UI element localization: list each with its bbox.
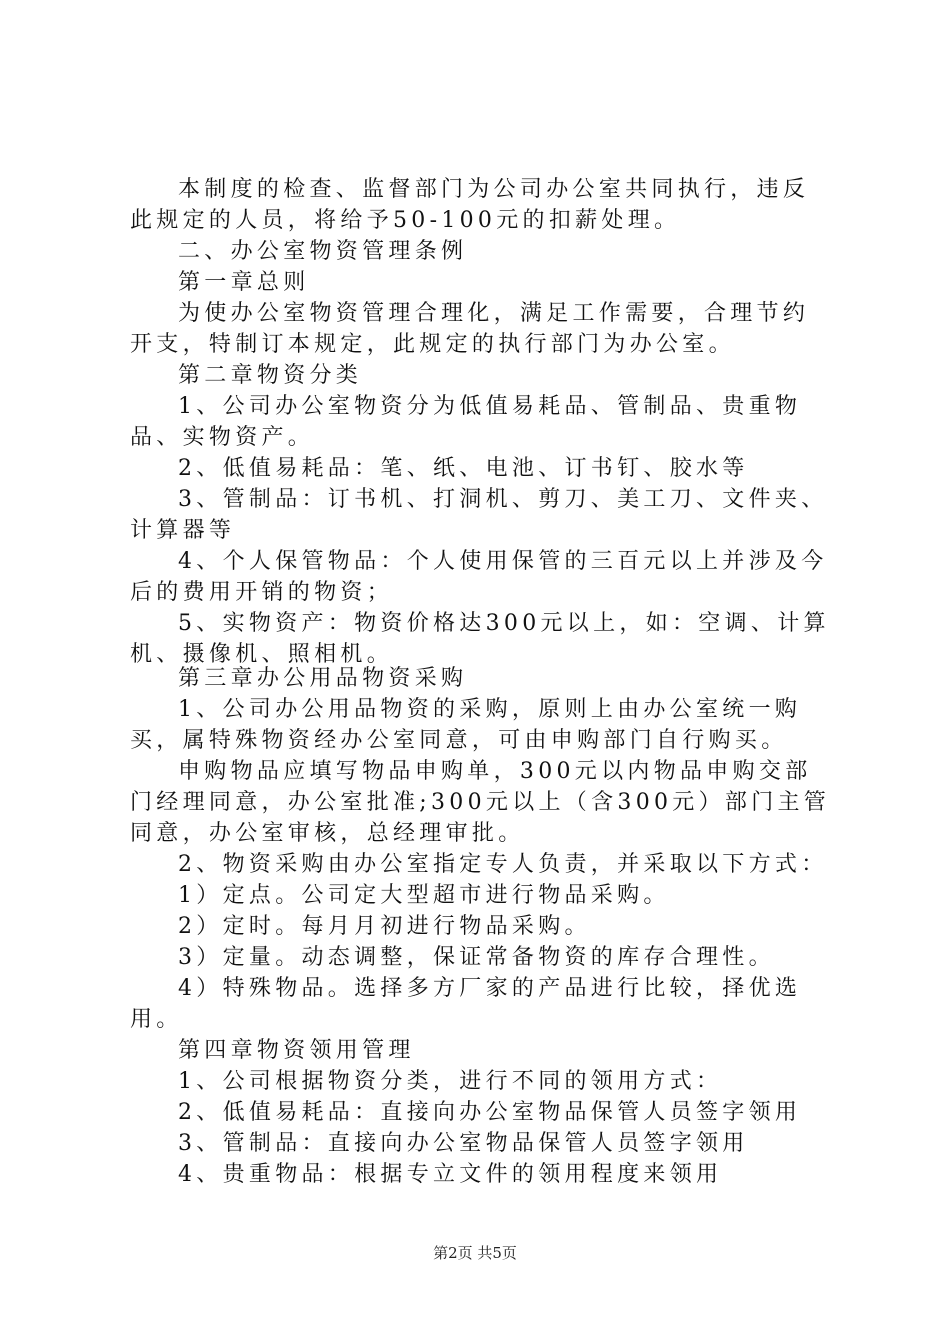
list-item-classification-3: 3、管制品：订书机、打洞机、剪刀、美工刀、文件夹、计算器等 [130,487,828,543]
list-item-classification-4: 4、个人保管物品：个人使用保管的三百元以上并涉及今后的费用开销的物资； [130,549,828,605]
list-item-method-1: 1）定点。公司定大型超市进行物品采购。 [178,883,670,908]
list-item-usage-1: 1、公司根据物资分类，进行不同的领用方式： [178,1069,723,1094]
list-item-classification-1: 1、公司办公室物资分为低值易耗品、管制品、贵重物品、实物资产。 [130,394,802,450]
list-item-usage-4: 4、贵重物品：根据专立文件的领用程度来领用 [178,1162,723,1187]
list-item-usage-3: 3、管制品：直接向办公室物品保管人员签字领用 [178,1131,749,1156]
list-item-method-2: 2）定时。每月月初进行物品采购。 [178,914,591,939]
paragraph-purpose: 为使办公室物资管理合理化，满足工作需要，合理节约开支，特制订本规定，此规定的执行部门为办公室。 [130,301,810,357]
list-item-method-3: 3）定量。动态调整，保证常备物资的库存合理性。 [178,945,775,970]
list-item-purchase-1: 1、公司办公用品物资的采购，原则上由办公室统一购买，属特殊物资经办公室同意，可由申购部门自行购买。 [130,697,802,753]
heading-chapter-2: 第二章物资分类 [178,363,363,388]
page-number-footer: 第2页 共5页 [433,1244,517,1262]
heading-chapter-4: 第四章物资领用管理 [178,1038,415,1063]
paragraph-purchase-request: 申购物品应填写物品申购单，300元以内物品申购交部门经理同意，办公室批准;300元以上（含300元）部门主管同意，办公室审核，总经理审批。 [130,759,831,846]
heading-section-2: 二、办公室物资管理条例 [178,239,468,264]
list-item-classification-5: 5、实物资产：物资价格达300元以上，如：空调、计算机、摄像机、照相机。 [130,611,830,667]
paragraph-inspection: 本制度的检查、监督部门为公司办公室共同执行，违反此规定的人员，将给予50-100元的扣薪处理。 [130,177,810,233]
heading-chapter-1: 第一章总则 [178,270,310,295]
list-item-purchase-2: 2、物资采购由办公室指定专人负责，并采取以下方式： [178,852,828,877]
list-item-usage-2: 2、低值易耗品：直接向办公室物品保管人员签字领用 [178,1100,802,1125]
heading-chapter-3: 第三章办公用品物资采购 [178,666,468,691]
list-item-classification-2: 2、低值易耗品：笔、纸、电池、订书钉、胶水等 [178,456,749,481]
list-item-method-4: 4）特殊物品。选择多方厂家的产品进行比较，择优选用。 [130,976,802,1032]
